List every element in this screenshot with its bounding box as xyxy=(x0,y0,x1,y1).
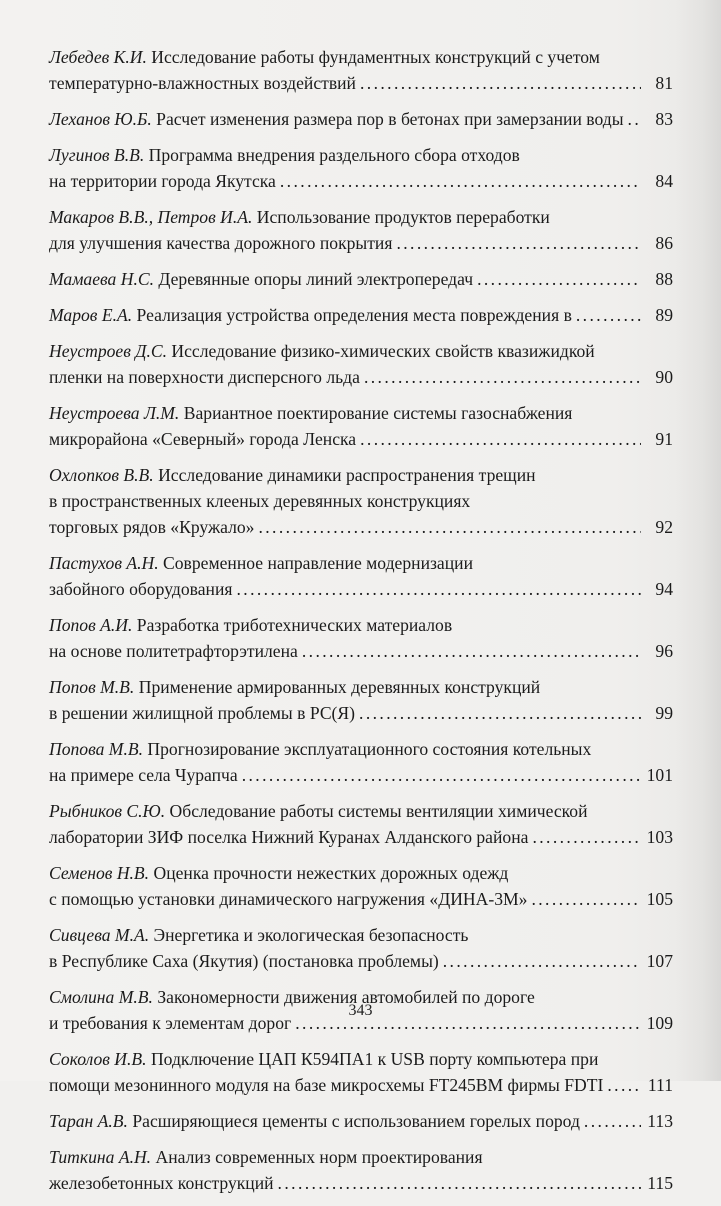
toc-entry-text xyxy=(49,302,572,328)
toc-entry-final-line xyxy=(49,1108,673,1134)
toc-entry-title-line: Реализация устройства определения места повреждения в xyxy=(136,305,572,325)
toc-entry-text xyxy=(49,230,392,256)
toc-entry-title-line: торговых рядов «Кружало» xyxy=(49,517,255,537)
toc-entry-author: Пастухов А.Н. xyxy=(49,553,159,573)
toc-entry-title-line: забойного оборудования xyxy=(49,579,233,599)
toc-entry-title-line: на примере села Чурапча xyxy=(49,765,238,785)
toc-entry-page: 92 xyxy=(655,517,673,537)
dot-leader xyxy=(242,762,641,788)
dot-leader xyxy=(477,266,641,292)
toc-entry-text xyxy=(49,762,238,788)
toc-entry-author: Попов А.И. xyxy=(49,615,133,635)
toc-entry-text xyxy=(49,266,473,292)
toc-entry-page: 111 xyxy=(647,1075,673,1095)
toc-entry-title-line: температурно-влажностных воздействий xyxy=(49,73,356,93)
toc-entry-text xyxy=(49,106,624,132)
dot-leader xyxy=(607,1072,641,1098)
toc-entry-page: 83 xyxy=(655,109,673,129)
toc-entry-page: 96 xyxy=(655,641,673,661)
toc-entry-final-line xyxy=(49,1072,673,1098)
toc-entry-text xyxy=(49,1108,580,1134)
toc-entry-line xyxy=(49,736,673,762)
toc-entry-final-line xyxy=(49,106,673,132)
toc-entry xyxy=(49,44,673,96)
toc-entry xyxy=(49,550,673,602)
toc-entry xyxy=(49,204,673,256)
toc-entry-text xyxy=(49,364,360,390)
dot-leader xyxy=(396,230,641,256)
toc-entry xyxy=(49,736,673,788)
dot-leader xyxy=(258,514,641,540)
toc-entry-line xyxy=(49,1046,673,1072)
toc-entry-text xyxy=(49,863,508,883)
bleed-through-shadow xyxy=(675,0,721,1081)
toc-entry-author: Смолина М.В. xyxy=(49,987,153,1007)
toc-entry-title-line: Использование продуктов переработки xyxy=(256,207,550,227)
toc-entry-author: Лугинов В.В. xyxy=(49,145,145,165)
toc-entry-title-line: Энергетика и экологическая безопасность xyxy=(153,925,469,945)
toc-entry-page: 81 xyxy=(655,73,673,93)
toc-entry-text xyxy=(49,426,356,452)
toc-entry-author: Попов М.В. xyxy=(49,677,135,697)
toc-entry-final-line xyxy=(49,638,673,664)
dot-leader xyxy=(359,700,641,726)
toc-entry-author: Сивцева М.А. xyxy=(49,925,150,945)
toc-entry-final-line xyxy=(49,168,673,194)
toc-entry-author: Неустроева Л.М. xyxy=(49,403,180,423)
toc-entry-page: 101 xyxy=(646,765,673,785)
toc-entry-author: Соколов И.В. xyxy=(49,1049,147,1069)
toc-entry xyxy=(49,1046,673,1098)
toc-entry-page: 105 xyxy=(646,889,673,909)
toc-entry-text xyxy=(49,1170,274,1196)
toc-entry-line xyxy=(49,462,673,488)
toc-entry-author: Охлопков В.В. xyxy=(49,465,154,485)
dot-leader xyxy=(584,1108,641,1134)
toc-entry-page: 91 xyxy=(655,429,673,449)
toc-entry-title-line: Подключение ЦАП К594ПА1 к USB порту компьютера при xyxy=(150,1049,599,1069)
toc-entry-text xyxy=(49,47,600,67)
toc-entry-line xyxy=(49,674,673,700)
toc-entry-text xyxy=(49,491,470,511)
toc-entry-title-line: Оценка прочности нежестких дорожных одежд xyxy=(153,863,509,883)
toc-entry-final-line xyxy=(49,364,673,390)
toc-entry-title-line: Разработка триботехнических материалов xyxy=(136,615,453,635)
toc-entry-title-line: Анализ современных норм проектирования xyxy=(155,1147,483,1167)
toc-entry-title-line: Исследование работы фундаментных конструкций с учетом xyxy=(151,47,600,67)
toc-entry-page: 115 xyxy=(647,1173,673,1193)
toc-entry-author: Таран А.В. xyxy=(49,1111,128,1131)
toc-entry-title-line: Обследование работы системы вентиляции химической xyxy=(169,801,588,821)
toc-entry-page: 88 xyxy=(655,269,673,289)
dot-leader xyxy=(360,70,641,96)
toc-entry-text xyxy=(49,70,356,96)
toc-entry-text xyxy=(49,1147,483,1167)
toc-entry xyxy=(49,266,673,292)
toc-entry-line xyxy=(49,860,673,886)
toc-entry xyxy=(49,338,673,390)
toc-entry-final-line xyxy=(49,948,673,974)
toc-entry-final-line xyxy=(49,576,673,602)
toc-entry-page: 107 xyxy=(646,951,673,971)
toc-entry-final-line xyxy=(49,700,673,726)
toc-entry-text xyxy=(49,168,276,194)
toc-entry-line xyxy=(49,400,673,426)
dot-leader xyxy=(628,106,641,132)
toc-entry xyxy=(49,142,673,194)
toc-entry xyxy=(49,674,673,726)
toc-entry-text xyxy=(49,886,527,912)
toc-entry-final-line xyxy=(49,886,673,912)
toc-entry-title-line: в решении жилищной проблемы в РС(Я) xyxy=(49,703,356,723)
toc-entry-text xyxy=(49,824,528,850)
dot-leader xyxy=(531,886,641,912)
toc-entry-author: Лебедев К.И. xyxy=(49,47,147,67)
toc-entry-page: 89 xyxy=(655,305,673,325)
toc-entry-line xyxy=(49,550,673,576)
toc-entry-final-line xyxy=(49,230,673,256)
toc-entry-page: 84 xyxy=(655,171,673,191)
toc-entry-line xyxy=(49,612,673,638)
toc-entry-final-line xyxy=(49,1170,673,1196)
toc-entry xyxy=(49,1108,673,1134)
toc-entry-title-line: железобетонных конструкций xyxy=(49,1173,274,1193)
toc-entry-title-line: пленки на поверхности дисперсного льда xyxy=(49,367,360,387)
toc-entry-text xyxy=(49,948,439,974)
toc-entry-text xyxy=(49,1072,603,1098)
toc-entry xyxy=(49,922,673,974)
toc-entry-text xyxy=(49,677,540,697)
toc-entry-text xyxy=(49,700,355,726)
toc-entry-text xyxy=(49,207,550,227)
toc-entry xyxy=(49,462,673,540)
toc-entry xyxy=(49,1144,673,1196)
toc-entry-text xyxy=(49,638,298,664)
toc-entry-line xyxy=(49,488,673,514)
dot-leader xyxy=(532,824,641,850)
toc-entry-title-line: с помощью установки динамического нагружения «ДИНА-3М» xyxy=(49,889,528,909)
toc-entry xyxy=(49,400,673,452)
toc-entry-author: Мамаева Н.С. xyxy=(49,269,154,289)
toc-entry-final-line xyxy=(49,70,673,96)
page-number: 343 xyxy=(348,1002,373,1019)
toc-entry-title-line: на территории города Якутска xyxy=(49,171,276,191)
toc-entry-title-line: Применение армированных деревянных конструкций xyxy=(138,677,541,697)
toc-entry-author: Макаров В.В., Петров И.А. xyxy=(49,207,253,227)
toc-entry-final-line xyxy=(49,426,673,452)
toc-entry-title-line: Исследование физико-химических свойств квазижидкой xyxy=(171,341,595,361)
toc-entry-line xyxy=(49,142,673,168)
toc-entry-text xyxy=(49,145,520,165)
dot-leader xyxy=(278,1170,641,1196)
toc-entry-title-line: Вариантное поектирование системы газоснабжения xyxy=(183,403,573,423)
toc-entry-author: Неустроев Д.С. xyxy=(49,341,168,361)
toc-entry-title-line: микрорайона «Северный» города Ленска xyxy=(49,429,357,449)
toc-entry-page: 103 xyxy=(646,827,673,847)
toc-entry-author: Семенов Н.В. xyxy=(49,863,150,883)
table-of-contents xyxy=(49,44,673,1206)
toc-entry-line xyxy=(49,1144,673,1170)
dot-leader xyxy=(302,638,641,664)
toc-entry-author: Маров Е.А. xyxy=(49,305,133,325)
toc-entry-author: Попова М.В. xyxy=(49,739,144,759)
toc-entry-title-line: Деревянные опоры линий электропередач xyxy=(158,269,474,289)
toc-entry-author: Титкина А.Н. xyxy=(49,1147,152,1167)
toc-entry-final-line xyxy=(49,824,673,850)
toc-entry-title-line: в пространственных клееных деревянных конструкциях xyxy=(49,491,471,511)
toc-entry-text xyxy=(49,465,536,485)
toc-entry-title-line: Расширяющиеся цементы с использованием горелых пород xyxy=(132,1111,580,1131)
toc-entry xyxy=(49,302,673,328)
toc-entry-page: 113 xyxy=(647,1111,673,1131)
toc-entry-text xyxy=(49,403,572,423)
toc-entry-page: 86 xyxy=(655,233,673,253)
toc-entry-text xyxy=(49,341,595,361)
toc-entry-title-line: на основе политетрафторэтилена xyxy=(49,641,298,661)
toc-entry-title-line: Прогнозирование эксплуатационного состояния котельных xyxy=(147,739,592,759)
dot-leader xyxy=(576,302,641,328)
toc-entry-author: Леханов Ю.Б. xyxy=(49,109,152,129)
toc-entry-title-line: Программа внедрения раздельного сбора отходов xyxy=(148,145,520,165)
toc-entry-text xyxy=(49,739,591,759)
dot-leader xyxy=(364,364,641,390)
toc-entry-line xyxy=(49,338,673,364)
toc-entry-text xyxy=(49,801,588,821)
toc-entry-title-line: и требования к элементам дорог xyxy=(49,1013,292,1033)
toc-entry-line xyxy=(49,204,673,230)
toc-entry-page: 94 xyxy=(655,579,673,599)
toc-entry-text xyxy=(49,576,232,602)
toc-entry xyxy=(49,106,673,132)
toc-entry-line xyxy=(49,922,673,948)
toc-entry xyxy=(49,798,673,850)
toc-entry-title-line: лаборатории ЗИФ поселка Нижний Куранах Алданского района xyxy=(49,827,529,847)
toc-entry-title-line: Закономерности движения автомобилей по дороге xyxy=(157,987,535,1007)
toc-entry-final-line xyxy=(49,514,673,540)
toc-entry-final-line xyxy=(49,302,673,328)
toc-entry-title-line: Исследование динамики распространения трещин xyxy=(158,465,536,485)
toc-entry-final-line xyxy=(49,266,673,292)
toc-entry-text xyxy=(49,925,468,945)
toc-entry-title-line: помощи мезонинного модуля на базе микросхемы FT245BM фирмы FDTI xyxy=(49,1075,604,1095)
toc-entry-page: 109 xyxy=(646,1013,673,1033)
dot-leader xyxy=(280,168,641,194)
toc-entry xyxy=(49,860,673,912)
dot-leader xyxy=(236,576,641,602)
toc-entry-author: Рыбников С.Ю. xyxy=(49,801,166,821)
dot-leader xyxy=(443,948,641,974)
toc-entry-page: 99 xyxy=(655,703,673,723)
toc-entry-title-line: Расчет изменения размера пор в бетонах при замерзании воды xyxy=(156,109,624,129)
toc-entry-line xyxy=(49,44,673,70)
toc-entry-page: 90 xyxy=(655,367,673,387)
toc-entry-title-line: Современное направление модернизации xyxy=(163,553,473,573)
toc-entry-line xyxy=(49,798,673,824)
toc-entry-title-line: для улучшения качества дорожного покрытия xyxy=(49,233,393,253)
toc-entry-text xyxy=(49,514,254,540)
toc-entry xyxy=(49,612,673,664)
toc-entry-text xyxy=(49,553,473,573)
toc-entry-final-line xyxy=(49,762,673,788)
dot-leader xyxy=(360,426,641,452)
toc-entry-text xyxy=(49,1049,598,1069)
toc-entry-text xyxy=(49,615,452,635)
toc-entry-title-line: в Республике Саха (Якутия) (постановка проблемы) xyxy=(49,951,439,971)
